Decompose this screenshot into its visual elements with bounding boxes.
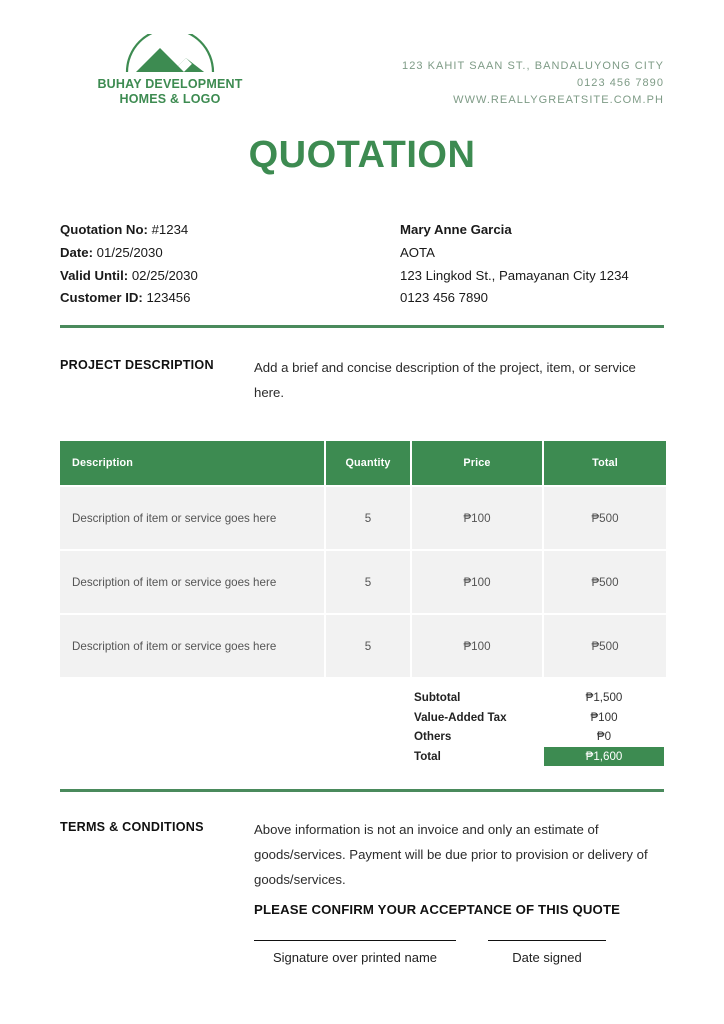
date-signed-caption: Date signed: [512, 950, 582, 965]
page-title: QUOTATION: [248, 134, 476, 176]
client-address: 123 Lingkod St., Pamayanan City 1234: [400, 267, 629, 283]
cell-price: ₱100: [412, 487, 542, 549]
cell-description: Description of item or service goes here: [60, 551, 324, 613]
table-row: [60, 615, 664, 677]
signature-field[interactable]: [254, 940, 456, 965]
table-row: [60, 487, 664, 549]
company-name: [97, 77, 242, 106]
project-description-section: [60, 355, 664, 405]
company-phone: 0123 456 7890: [576, 77, 664, 89]
column-header-total: Total: [544, 441, 666, 485]
table-row: [60, 551, 664, 613]
totals-value: ₱100: [590, 710, 618, 724]
column-header-quantity: Quantity: [326, 441, 410, 485]
cell-quantity: 5: [326, 551, 410, 613]
totals-value: ₱0: [596, 730, 612, 744]
meta-value: 01/25/2030: [96, 244, 163, 260]
cell-price: ₱100: [412, 551, 542, 613]
date-signed-field[interactable]: [488, 940, 606, 965]
totals-row-others: [414, 727, 664, 747]
meta-key: Quotation No:: [60, 222, 148, 237]
signature-caption: Signature over printed name: [272, 950, 438, 965]
client-phone: 0123 456 7890: [400, 290, 489, 306]
terms-and-conditions-section: [60, 817, 664, 892]
mountain-arc-logo-icon: [122, 34, 218, 74]
meta-row-date: [60, 242, 400, 265]
company-branding: [70, 34, 270, 106]
divider-bottom: [60, 789, 664, 792]
client-details: [400, 219, 664, 310]
acceptance-heading: PLEASE CONFIRM YOUR ACCEPTANCE OF THIS QUOTE: [254, 902, 621, 917]
totals-value: ₱1,500: [585, 691, 623, 705]
date-signed-line: [488, 940, 606, 941]
company-address: 123 KAHIT SAAN ST., BANDALUYONG CITY: [402, 60, 664, 72]
company-website: WWW.REALLYGREATSITE.COM.PH: [453, 94, 664, 106]
divider-top: [60, 325, 664, 328]
totals-row-vat: [414, 708, 664, 728]
meta-row-customer-id: [60, 287, 400, 310]
company-name-line1: BUHAY DEVELOPMENT: [97, 77, 243, 91]
cell-total: ₱500: [544, 487, 666, 549]
totals-row-grand-total: [414, 747, 664, 767]
totals-label: Others: [414, 730, 452, 744]
cell-description: Description of item or service goes here: [60, 615, 324, 677]
totals-label: Value-Added Tax: [414, 710, 507, 724]
column-header-description: Description: [60, 441, 324, 485]
project-description-text: Add a brief and concise description of the project, item, or service here.: [254, 360, 636, 400]
meta-key: Customer ID:: [60, 290, 143, 306]
meta-value: #1234: [151, 222, 189, 237]
meta-key: Date:: [60, 244, 93, 260]
cell-total: ₱500: [544, 551, 666, 613]
client-name: Mary Anne Garcia: [400, 222, 512, 237]
grand-total-value: ₱1,600: [544, 747, 664, 767]
cell-description: Description of item or service goes here: [60, 487, 324, 549]
cell-price: ₱100: [412, 615, 542, 677]
totals-row-subtotal: [414, 688, 664, 708]
totals-summary: [414, 688, 664, 766]
signature-line: [254, 940, 456, 941]
line-items-table: [60, 441, 664, 679]
signature-section: [254, 940, 606, 965]
company-contact-info: [402, 34, 664, 109]
terms-text: Above information is not an invoice and only an estimate of goods/services. Payment will be due prior to provision or delivery of goods/services.: [254, 822, 648, 887]
cell-quantity: 5: [326, 487, 410, 549]
cell-total: ₱500: [544, 615, 666, 677]
company-name-line2: HOMES & LOGO: [119, 91, 221, 106]
meta-row-valid-until: [60, 265, 400, 288]
document-header: [60, 34, 664, 116]
quotation-meta-section: [60, 219, 664, 310]
quotation-details: [60, 219, 400, 310]
column-header-price: Price: [412, 441, 542, 485]
totals-label: Subtotal: [414, 691, 461, 705]
totals-label: Total: [414, 749, 441, 763]
terms-label: TERMS & CONDITIONS: [60, 820, 204, 834]
project-description-label: PROJECT DESCRIPTION: [60, 358, 214, 372]
meta-row-quotation-no: [60, 219, 400, 242]
meta-value: 123456: [146, 290, 191, 306]
cell-quantity: 5: [326, 615, 410, 677]
meta-value: 02/25/2030: [131, 267, 198, 283]
table-header-row: [60, 441, 664, 485]
client-company: AOTA: [400, 244, 435, 260]
meta-key: Valid Until:: [60, 267, 129, 283]
